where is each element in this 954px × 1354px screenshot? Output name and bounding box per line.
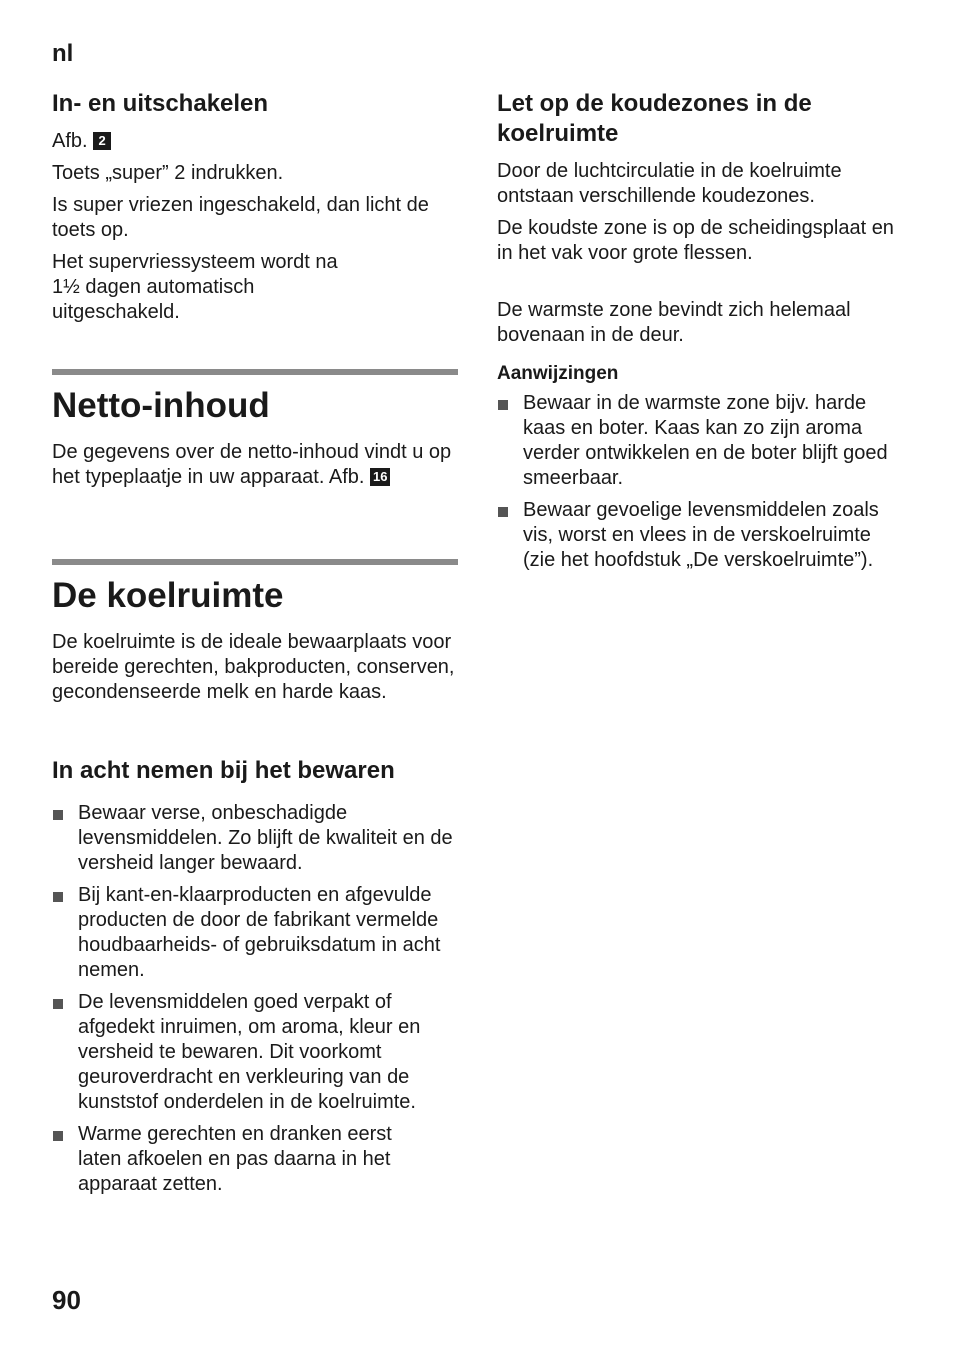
section-divider xyxy=(52,559,458,565)
page-number: 90 xyxy=(52,1285,81,1315)
list-item xyxy=(52,1122,462,1197)
bullet-list xyxy=(497,391,907,573)
list-item-text: Bewaar in de warmste zone bijv. harde kaas en boter. Kaas kan zo zijn aroma verder ontwikkelen en de boter blijft goed smeerbaar. xyxy=(523,392,888,489)
paragraph xyxy=(52,440,457,490)
list-item xyxy=(52,801,462,876)
list-item-text: Bij kant-en-klaarproducten en afgevulde producten de door de fabrikant vermelde houdbaarheids- of gebruiksdatum in acht nemen. xyxy=(78,884,441,981)
figure-prefix: Afb. xyxy=(328,466,365,488)
section-title-koelruimte: De koelruimte xyxy=(52,576,284,615)
section-title-bewaren: In acht nemen bij het bewaren xyxy=(52,757,395,784)
bullet-square-icon xyxy=(53,999,63,1009)
list-item-text: Warme gerechten en dranken eerst laten afkoelen en pas daarna in het apparaat zetten. xyxy=(78,1123,392,1195)
notes-title: Aanwijzingen xyxy=(497,363,619,384)
paragraph: De koelruimte is de ideale bewaarplaats voor bereide gerechten, bakproducten, conserven, gecondenseerde melk en harde kaas. xyxy=(52,631,455,703)
bullet-square-icon xyxy=(53,810,63,820)
paragraph: Het supervriessysteem wordt na 1½ dagen automatisch uitgeschakeld. xyxy=(52,251,338,323)
section-title-netto: Netto-inhoud xyxy=(52,386,270,425)
bullet-square-icon xyxy=(498,507,508,517)
paragraph: Toets „super” 2 indrukken. xyxy=(52,162,284,184)
figure-reference xyxy=(52,129,462,154)
paragraph: De warmste zone bevindt zich helemaal bovenaan in de deur. xyxy=(497,299,851,346)
figure-number-badge: 2 xyxy=(93,132,111,150)
bullet-square-icon xyxy=(53,892,63,902)
list-item xyxy=(497,391,907,491)
list-item-text: Bewaar verse, onbeschadigde levensmiddelen. Zo blijft de kwaliteit en de versheid langer bewaard. xyxy=(78,802,453,874)
paragraph: Door de luchtcirculatie in de koelruimte ontstaan verschillende koudezones. xyxy=(497,160,842,207)
bullet-list xyxy=(52,801,462,1197)
list-item xyxy=(52,883,462,983)
paragraph: Is super vriezen ingeschakeld, dan licht de toets op. xyxy=(52,194,429,241)
list-item-text: De levensmiddelen goed verpakt of afgedekt inruimen, om aroma, kleur en versheid te bewaren. Dit voorkomt geuroverdracht en verkleuring van de kunststof onderdelen in de koelruimte. xyxy=(78,991,421,1113)
list-item xyxy=(52,990,462,1115)
language-label: nl xyxy=(52,40,74,67)
section-title-koudezones: Let op de koudezones in de koelruimte xyxy=(497,90,812,147)
paragraph-text: De gegevens over de netto-inhoud vindt u op het typeplaatje in uw apparaat. xyxy=(52,441,452,488)
bullet-square-icon xyxy=(498,400,508,410)
figure-number-badge: 16 xyxy=(370,468,390,486)
figure-prefix: Afb. xyxy=(52,130,88,152)
list-item xyxy=(497,498,907,573)
bullet-square-icon xyxy=(53,1131,63,1141)
section-divider xyxy=(52,369,458,375)
paragraph: De koudste zone is op de scheidingsplaat en in het vak voor grote flessen. xyxy=(497,217,894,264)
section-title-on-off: In- en uitschakelen xyxy=(52,90,269,117)
list-item-text: Bewaar gevoelige levensmiddelen zoals vis, worst en vlees in de verskoelruimte (zie het hoofdstuk „De verskoelruimte”). xyxy=(523,499,879,571)
